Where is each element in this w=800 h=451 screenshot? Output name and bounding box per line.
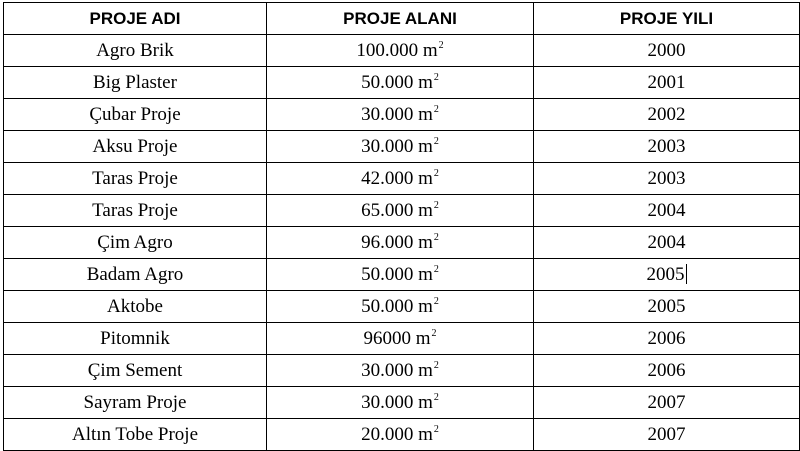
- project-year-cell[interactable]: [534, 99, 800, 131]
- project-name-cell[interactable]: Aktobe: [4, 291, 267, 323]
- area-value: 50.000: [361, 263, 414, 285]
- area-unit: m: [415, 327, 431, 349]
- year-value: 2003: [647, 135, 686, 157]
- area-unit-exponent: 2: [433, 199, 439, 211]
- project-name-cell[interactable]: Taras Proje: [4, 195, 267, 227]
- project-year-cell[interactable]: [534, 323, 800, 355]
- area-unit-exponent: 2: [433, 231, 439, 243]
- area-unit: m: [418, 71, 433, 93]
- area-value: 65.000: [361, 199, 414, 221]
- project-year-cell[interactable]: [534, 355, 800, 387]
- year-value: 2001: [647, 71, 686, 93]
- area-unit: m: [418, 359, 433, 381]
- year-value: 2007: [647, 391, 686, 413]
- table-row: [4, 163, 800, 195]
- area-unit: m: [422, 39, 438, 61]
- project-name-cell[interactable]: Pitomnik: [4, 323, 267, 355]
- table-row: [4, 195, 800, 227]
- area-value: 30.000: [361, 135, 414, 157]
- area-unit: m: [418, 295, 433, 317]
- area-value: 20.000: [361, 423, 414, 445]
- project-area-cell[interactable]: [267, 355, 534, 387]
- year-value: 2003: [647, 167, 686, 189]
- table-row: [4, 227, 800, 259]
- area-unit-exponent: 2: [433, 359, 439, 371]
- area-value: 42.000: [361, 167, 414, 189]
- area-value: 30.000: [361, 103, 414, 125]
- table-row: [4, 131, 800, 163]
- project-name-cell[interactable]: Aksu Proje: [4, 131, 267, 163]
- year-value: 2006: [647, 359, 686, 381]
- area-value: 96000: [363, 327, 411, 349]
- project-year-cell[interactable]: [534, 259, 800, 291]
- area-unit-exponent: 2: [438, 39, 444, 51]
- year-value: 2005: [646, 264, 685, 285]
- area-unit: m: [418, 263, 433, 285]
- project-area-cell[interactable]: [267, 259, 534, 291]
- area-unit-exponent: 2: [433, 135, 439, 147]
- table-row: [4, 323, 800, 355]
- text-cursor: [686, 264, 687, 284]
- project-table: [3, 2, 800, 451]
- area-value: 50.000: [361, 295, 414, 317]
- area-unit-exponent: 2: [433, 295, 439, 307]
- area-unit: m: [418, 391, 433, 413]
- area-unit-exponent: 2: [433, 71, 439, 83]
- project-area-cell[interactable]: [267, 67, 534, 99]
- year-value: 2007: [647, 423, 686, 445]
- project-area-cell[interactable]: [267, 163, 534, 195]
- area-unit: m: [418, 167, 433, 189]
- project-area-cell[interactable]: [267, 195, 534, 227]
- project-area-cell[interactable]: [267, 419, 534, 451]
- year-value: 2002: [647, 103, 686, 125]
- area-unit-exponent: 2: [431, 327, 437, 339]
- project-year-cell[interactable]: [534, 387, 800, 419]
- table-row: [4, 259, 800, 291]
- header-project-name: PROJE ADI: [4, 3, 267, 35]
- project-name-cell[interactable]: Sayram Proje: [4, 387, 267, 419]
- area-unit: m: [418, 135, 433, 157]
- project-year-cell[interactable]: [534, 227, 800, 259]
- area-unit-exponent: 2: [433, 423, 439, 435]
- project-name-cell[interactable]: Big Plaster: [4, 67, 267, 99]
- area-unit: m: [418, 103, 433, 125]
- project-name-cell[interactable]: Badam Agro: [4, 259, 267, 291]
- project-year-cell[interactable]: [534, 131, 800, 163]
- header-project-area: PROJE ALANI: [267, 3, 534, 35]
- area-value: 30.000: [361, 391, 414, 413]
- project-name-cell[interactable]: Altın Tobe Proje: [4, 419, 267, 451]
- year-value: 2005: [647, 295, 686, 317]
- project-area-cell[interactable]: [267, 291, 534, 323]
- table-row: [4, 67, 800, 99]
- area-unit-exponent: 2: [433, 391, 439, 403]
- year-value: 2000: [647, 39, 686, 61]
- table-row: [4, 419, 800, 451]
- project-area-cell[interactable]: [267, 227, 534, 259]
- area-value: 30.000: [361, 359, 414, 381]
- area-unit: m: [418, 423, 433, 445]
- area-unit: m: [418, 231, 433, 253]
- project-name-cell[interactable]: Taras Proje: [4, 163, 267, 195]
- project-name-cell[interactable]: Çim Agro: [4, 227, 267, 259]
- project-year-cell[interactable]: [534, 419, 800, 451]
- header-row: [4, 3, 800, 35]
- area-unit-exponent: 2: [433, 103, 439, 115]
- table-row: [4, 355, 800, 387]
- project-year-cell[interactable]: [534, 163, 800, 195]
- project-area-cell[interactable]: [267, 35, 534, 67]
- project-year-cell[interactable]: [534, 67, 800, 99]
- year-value: 2004: [647, 231, 686, 253]
- area-unit: m: [418, 199, 433, 221]
- project-year-cell[interactable]: [534, 35, 800, 67]
- project-area-cell[interactable]: [267, 387, 534, 419]
- project-name-cell[interactable]: Agro Brik: [4, 35, 267, 67]
- project-year-cell[interactable]: [534, 195, 800, 227]
- area-value: 50.000: [361, 71, 414, 93]
- project-area-cell[interactable]: [267, 99, 534, 131]
- area-unit-exponent: 2: [433, 167, 439, 179]
- project-area-cell[interactable]: [267, 131, 534, 163]
- project-area-cell[interactable]: [267, 323, 534, 355]
- table-row: [4, 387, 800, 419]
- table-row: [4, 291, 800, 323]
- area-unit-exponent: 2: [433, 263, 439, 275]
- table-row: [4, 35, 800, 67]
- project-name-cell[interactable]: Çubar Proje: [4, 99, 267, 131]
- area-value: 96.000: [361, 231, 414, 253]
- year-value: 2006: [647, 327, 686, 349]
- area-value: 100.000: [356, 39, 419, 61]
- header-project-year: PROJE YILI: [534, 3, 800, 35]
- table-row: [4, 99, 800, 131]
- project-year-cell[interactable]: [534, 291, 800, 323]
- year-value: 2004: [647, 199, 686, 221]
- project-name-cell[interactable]: Çim Sement: [4, 355, 267, 387]
